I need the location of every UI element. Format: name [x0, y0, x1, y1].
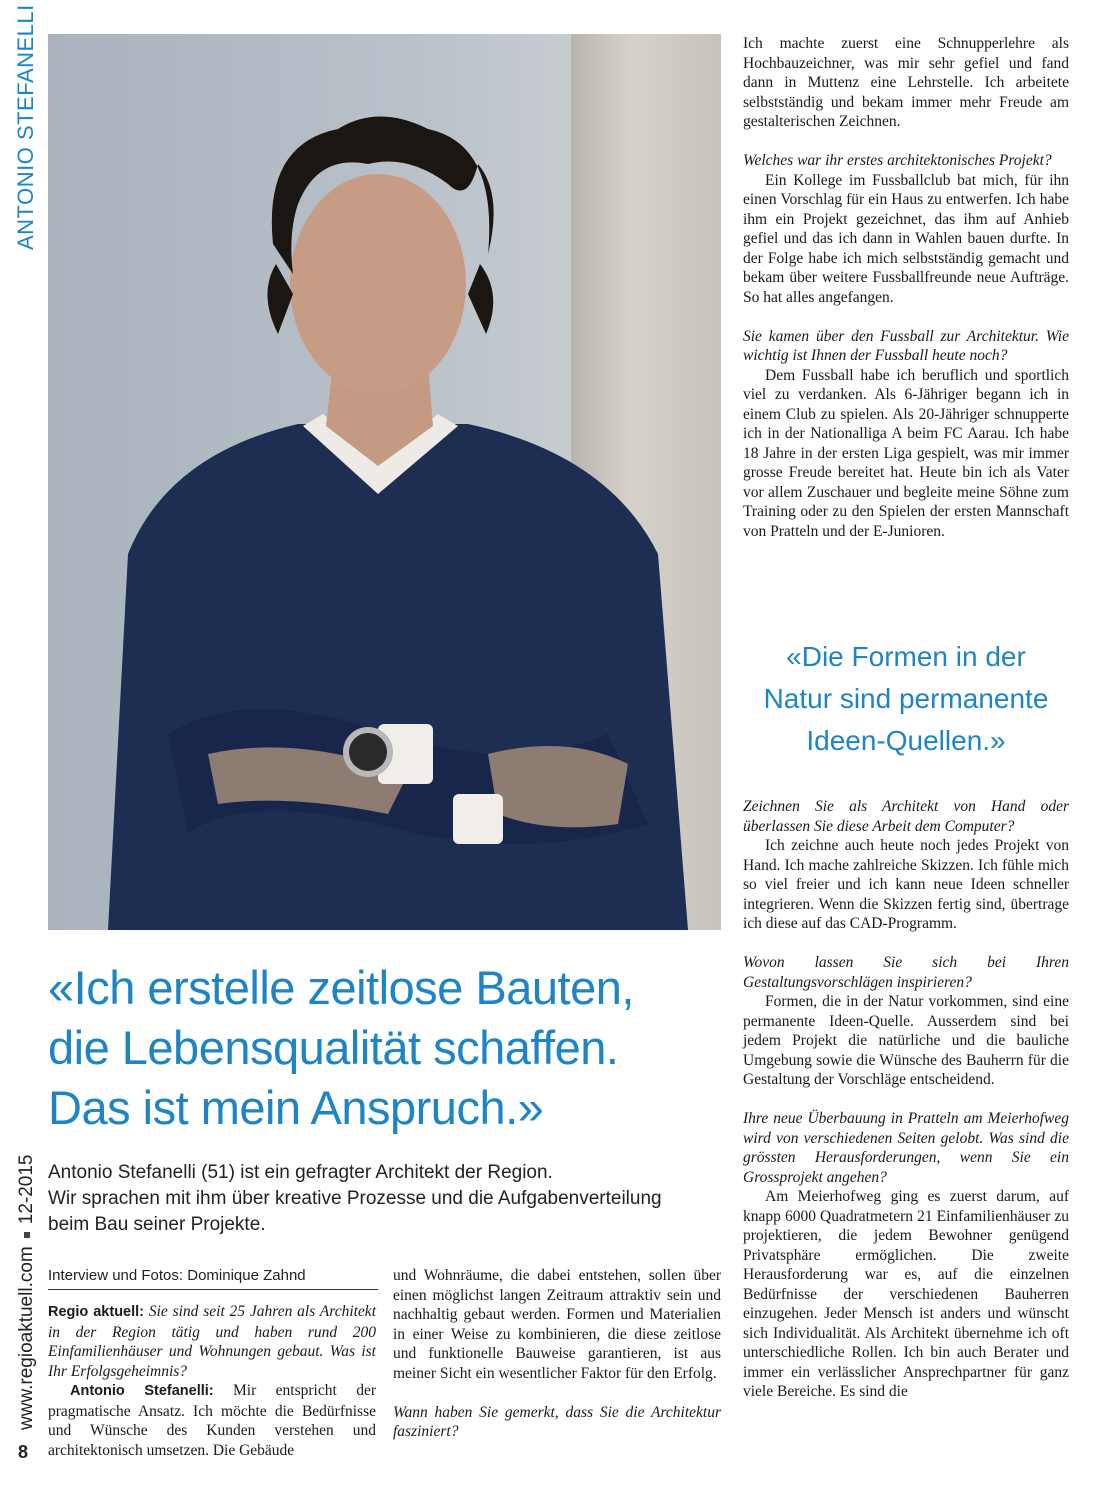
column-1: [48, 1302, 376, 1460]
lead-paragraph: [48, 1160, 720, 1238]
pull-quote-line: «Die Formen in der: [786, 641, 1026, 672]
answer-1: [48, 1381, 376, 1460]
lead-line: beim Bau seiner Projekte.: [48, 1214, 266, 1235]
answer-6: Formen, die in der Natur vorkommen, sind eine permanente Ideen-Quelle. Ausserdem sind bei jedem Projekt die natürliche und die bauliche Umgebung sowie die Wünsche des Bauherrn für die Gestaltung der Vorschläge entscheidend.: [743, 993, 1069, 1088]
author-credit: Interview und Fotos: Dominique Zahnd: [48, 1266, 378, 1290]
pull-quote: [743, 636, 1069, 762]
speaker-label: Antonio Stefanelli:: [70, 1383, 214, 1399]
answer-5: Ich zeichne auch heute noch jedes Projekt von Hand. Ich mache zahlreiche Skizzen. Ich fühle mich so viel freier und ich kann neue Ideen schneller integrieren. Wenn die Skizzen fertig sind, übertrage ich diese auf das CAD-Programm.: [743, 837, 1069, 932]
question-6: Wovon lassen Sie sich bei Ihren Gestaltungsvorschlägen inspirieren?: [743, 954, 1069, 991]
website-link[interactable]: www.regioaktuell.com: [16, 1246, 37, 1430]
headline-line: «Ich erstelle zeitlose Bauten,: [48, 961, 634, 1014]
pull-quote-line: Ideen-Quellen.»: [806, 725, 1006, 756]
speaker-label: Regio aktuell:: [48, 1304, 145, 1320]
question-5: Zeichnen Sie als Architekt von Hand oder überlassen Sie diese Arbeit dem Computer?: [743, 798, 1069, 835]
answer-3: Ein Kollege im Fussballclub bat mich, für ihn einen Vorschlag für ein Haus zu entwerfen. Ich habe ihm ein Projekt gezeichnet, das ihm auf Anhieb gefiel und das ich dann in Wahlen bauen durfte. In der Folge habe ich mich selbstständig gemacht und bekam über weitere Fussballfreunde neue Aufträge. So hat alles angefangen.: [743, 171, 1069, 306]
answer-7: Am Meierhofweg ging es zuerst darum, auf knapp 6000 Quadratmetern 21 Einfamilienhäuser zu projektieren, die jedem Bewohner genügend Privatsphäre ermöglichen. Die zweite Herausforderung war es, auf die einzelnen Bedürfnisse der verschiedenen Bauherren einzugehen. Jeder Mensch ist anders und wünscht sich Individualität. Als Architekt übernehme ich oft unterschiedliche Rollen. Ich bin auch Berater und immer ein verlässlicher Ansprechpartner für ganz viele Bereiche. Es sind die: [743, 1188, 1069, 1400]
headline: [48, 958, 708, 1138]
page-number: 8: [18, 1442, 29, 1462]
lead-line: Antonio Stefanelli (51) ist ein gefragter Architekt der Region.: [48, 1162, 553, 1183]
column-3: [743, 34, 1069, 541]
answer-1-continued: und Wohnräume, die dabei entstehen, sollen über einen möglichst langen Zeitraum attraktiv sein und nachhaltig gebaut werden. Formen und Materialien in einer Weise zu kombinieren, die diese zeitlose und funktionelle Bauweise garantieren, ist aus meiner Sicht ein wesentlicher Faktor für den Erfolg.: [393, 1267, 721, 1382]
issue-date: 12-2015: [16, 1154, 37, 1225]
question-1: [48, 1302, 376, 1381]
column-3-lower: [743, 797, 1069, 1402]
separator-square-icon: [24, 1232, 30, 1238]
question-text: Sie sind seit 25 Jahren als Architekt in der Region tätig und haben rund 200 Einfamilienhäuser und Wohnungen gebaut. Was ist Ihr Erfolgsgeheimnis?: [48, 1303, 376, 1380]
question-3: Welches war ihr erstes architektonisches Projekt?: [743, 152, 1052, 169]
portrait-photo-icon: [48, 34, 721, 930]
headline-line: Das ist mein Anspruch.»: [48, 1081, 544, 1134]
portrait-photo: [48, 34, 721, 930]
answer-2: Ich machte zuerst eine Schnupperlehre als Hochbauzeichner, was mir sehr gefiel und fand dann in Muttenz eine Lehrstelle. Ich arbeitete selbstständig und bekam immer mehr Freude am gestalterischen Zeichnen.: [743, 35, 1069, 130]
lead-line: Wir sprachen mit ihm über kreative Prozesse und die Aufgabenverteilung: [48, 1188, 662, 1209]
question-2: Wann haben Sie gemerkt, dass Sie die Architektur fasziniert?: [393, 1403, 721, 1440]
question-4: Sie kamen über den Fussball zur Architektur. Wie wichtig ist Ihnen der Fussball heute noch?: [743, 327, 1069, 364]
answer-4: Dem Fussball habe ich beruflich und sportlich viel zu verdanken. Als 6-Jähriger begann ich in einem Club zu spielen. Als 20-Jähriger schnupperte ich in der Nationalliga A beim FC Aarau. Ich habe 18 Jahre in der ersten Liga gespielt, was mir immer grosse Freude bereitet hat. Heute bin ich als Vater vor allem Zuschauer und begleite meine Söhne zum Training oder zu den Spielen der ersten Mannschaft von Pratteln und der E-Junioren.: [743, 366, 1069, 540]
headline-line: die Lebensqualität schaffen.: [48, 1021, 619, 1074]
question-7: Ihre neue Überbauung in Pratteln am Meierhofweg wird von verschiedenen Seiten gelobt. Was sind die grössten Herausforderungen, wenn Sie ein Grossprojekt angehen?: [743, 1110, 1069, 1186]
answer-text: Mir entspricht der pragmatische Ansatz. Ich möchte die Bedürfnisse und Wünsche des Kunden verstehen und architektonisch umsetzen. Die Gebäude: [48, 1382, 376, 1459]
column-2: [393, 1266, 721, 1442]
section-name-vertical: ANTONIO STEFANELLI: [13, 4, 38, 250]
pull-quote-line: Natur sind permanente: [763, 683, 1049, 714]
footer-vertical: [16, 1130, 38, 1430]
